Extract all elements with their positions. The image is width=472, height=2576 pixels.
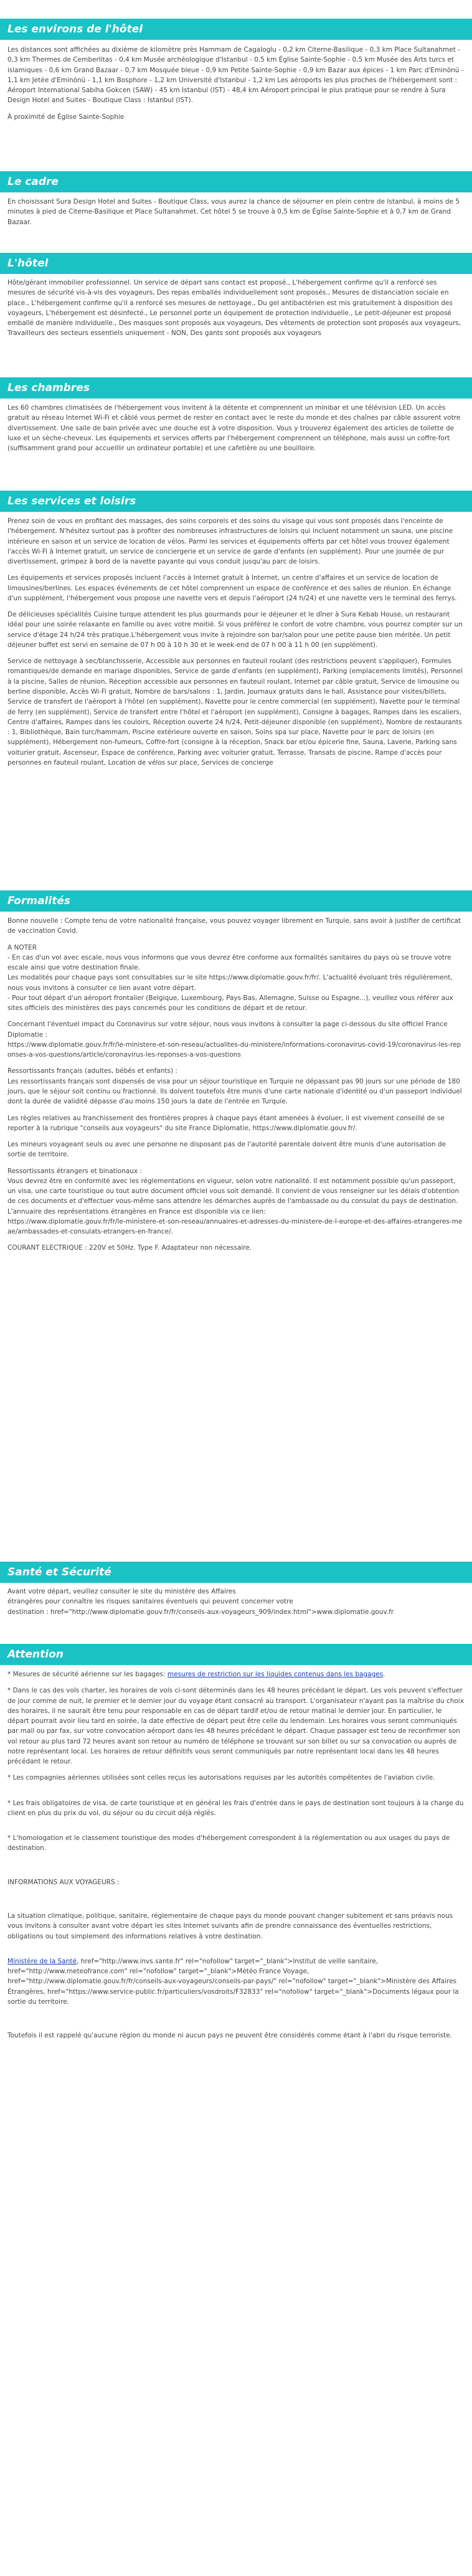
paragraph-group [7,943,465,1014]
paragraph: Prenez soin de vous en profitant des massages, des soins corporels et des soins du visage qui vous sont proposés dans l'enceinte de l'hébergement. N'hésitez surtout pas à profiter des nombreuses infrastructures de loisirs qui incluent notamment un sauna, une piscine intérieure en saison et un service de location de vélos. Parmi les services et équipements offerts par cet hôtel vous trouvez également l'accès Wi-Fi à Internet gratuit, un service de conciergerie et un service de garde d'enfants (en supplément). Pour une journée de pur divertissement, grimpez à bord de la navette payante qui vous conduit jusqu'au parc de loisirs. [7,517,453,566]
paragraph [7,1669,465,1679]
paragraph: En choisissant Sura Design Hotel and Suites - Boutique Class, vous aurez la chance de séjourner en plein centre de Istanbul, à moins de 5 minutes à pied de Citerne-Basilique et Place Sultanahmet. Cet hôtel 5 se trouve à 0,5 km de Église Sainte-Sophie et à 0,7 km de Grand Bazaar. [7,198,460,226]
paragraph: - En cas d'un vol avec escale, nous vous informons que vous devrez être conforme aux formalités sanitaires du pays où se trouve votre escale ainsi que votre destination finale. [7,953,451,972]
liquids-restriction-link[interactable]: mesures de restriction sur les liquides contenus dans les bagages [167,1671,384,1678]
paragraph: Avant votre départ, veuillez consulter le site du ministère des Affaires [7,1588,236,1595]
section-title-attention: Attention [0,1644,472,1665]
paragraph: Les ressortissants français sont dispensés de visa pour un séjour touristique en Turquie ne dépassant pas 90 jours sur une période de 180 jours, que le séjour soit continu ou fractionné. Ils doivent toutefois être munis d'une carte nationale d'identité ou d'un passeport individuel dont la durée de validité dépasse d'au moins 150 jours la date de l'entrée en Turquie. [7,1077,462,1106]
paragraph: INFORMATIONS AUX VOYAGEURS : [7,1878,120,1886]
section-title-chambres: Les chambres [0,377,472,399]
paragraph: Hôte/gérant immobilier professionnel. Un service de départ sans contact est proposé., L'hébergement confirme qu'il a renforcé ses mesures de sécurité vis-à-vis des voyageurs, Des repas emballés individuellement sont proposés., Mesures de distanciation sociale en place., L'hébergement confirme qu'il a renforcé ses mesures de nettoyage., Du gel antibactérien est mis gratuitement à disposition des voyageurs, L'hébergement est désinfecté., Le personnel porte un équipement de protection individuelle., Le petit-déjeuner est proposé emballé de manière individuelle., Des masques sont proposés aux voyageurs, Des vêtements de protection sont proposés aux voyageurs, Travailleurs des secteurs essentiels uniquement - NON, Des gants sont proposés aux voyageurs [7,279,461,337]
section-title-formalites: Formalités [0,890,472,912]
section-body-cadre [7,197,465,234]
paragraph: Les 60 chambres climatisées de l'hébergement vous invitent à la détente et comprennent un minibar et une télévision LED. Un accès gratuit au réseau Internet Wi-Fi et câblé vous permet de rester en contact avec le reste du monde et des chaînes par câble assurent votre divertissement. Une salle de bain privée avec une douche est à votre disposition. Vous y trouverez également des articles de toilette de luxe et un sèche-cheveux. Les équipements et services offerts par l'hébergement comprennent un téléphone, mais aussi un coffre-fort (suffisamment grand pour accueillir un ordinateur portable) et une cafetière ou une bouilloire. [7,404,461,453]
paragraph: * Les frais obligatoires de visa, de carte touristique et en général les frais d'entrée dans le pays de destination sont toujours à la charge du client en plus du prix du vol, du séjour ou du circuit déjà réglés. [7,1799,464,1817]
paragraph: étrangères pour connaître les risques sanitaires éventuels qui peuvent concerner votre [7,1598,293,1606]
paragraph: Toutefois il est rappelé qu'aucune région du monde ni aucun pays ne peuvent être considérés comme étant à l'abri du risque terroriste. [7,2032,452,2040]
text: * Mesures de sécurité aérienne sur les bagages: [7,1671,168,1678]
section-body-formalites [7,916,465,1260]
section-body-hotel [7,278,465,345]
paragraph: De délicieuses spécialités Cuisine turque attendent les plus gourmands pour le déjeuner et le dîner à Sura Kebab House, un restaurant idéal pour une soirée relaxante en famille ou avec votre moitié. Si vous préférez le confort de votre chambre, vous pourrez compter sur un service d'étage 24 h/24 très pratique.L'hébergement vous invite à rejoindre son bar/salon pour une petite pause bien méritée. Un petit déjeuner buffet est servi en semaine de 07 h 00 à 10 h 30 et le week-end de 07 h 00 à 11 h 00 (en supplément). [7,611,463,649]
section-body-services [7,516,465,774]
paragraph: Les distances sont affichées au dixième de kilomètre près Hammam de Cagaloglu - 0,2 km Citerne-Basilique - 0,3 km Place Sultanahmet - 0,3 km Thermes de Cemberlitas - 0,4 km Musée archéologique d'Istanbul - 0,5 km Église Sainte-Sophie - 0,5 km Musée des Arts turcs et islamiques - 0,6 km Grand Bazaar - 0,7 km Mosquée bleue - 0,9 km Petite Sainte-Sophie - 0,9 km Bazar aux épices - 1 km Parc d'Eminönü - 1,1 km Jetée d'Eminönü - 1,1 km Bosphore - 1,2 km Université d'Istanbul - 1,2 km Les aéroports les plus proches de l'hébergement sont : Aéroport International Sabiha Gokcen (SAW) - 45 km Istanbul (IST) - 48,4 km Aéroport principal le plus pratique pour se rendre à Sura Design Hotel and Suites - Boutique Class : Istanbul (IST). [7,46,464,105]
paragraph: Les équipements et services proposés incluent l'accès à Internet gratuit à Internet, un centre d'affaires et un service de location de limousines/berlines. Les espaces événements de cet hôtel comprennent un espace de conférence et des salles de réunion. En échange d'un supplément, l'hébergement vous propose une navette vers et depuis l'aéroport (24 h/24) et une navette vers le terminal des ferrys. [7,574,457,602]
paragraph: Bonne nouvelle : Compte tenu de votre nationalité française, vous pouvez voyager librement en Turquie, sans avoir à justifier de certificat de vaccination Covid. [7,917,461,935]
section-body-sante [7,1587,465,1617]
paragraph: Les mineurs voyageant seuls ou avec une personne ne disposant pas de l'autorité parentale doivent être munis d'une autorisation de sortie de territoire. [7,1141,446,1159]
paragraph: Les règles relatives au franchissement des frontières propres à chaque pays étant amenées à évoluer, il est vivement conseillé de se reporter à la rubrique "conseils aux voyageurs" du site France Diplomatie, https://www.diplomatie.gouv.fr/. [7,1114,445,1132]
section-title-cadre: Le cadre [0,171,472,192]
subheading: Ressortissants français (adultes, bébés et enfants) : [7,1067,177,1075]
url-text: https://www.diplomatie.gouv.fr/fr/le-ministere-et-son-reseau/annuaires-et-adresses-du-ministere-de-l-europe-et-des-affaires-etrangeres-meae/ambassades-et-consulats-etrangers-en-france/. [7,1217,463,1236]
paragraph: Les modalités pour chaque pays sont consultables sur le site https://www.diplomatie.gouv.fr/fr/. L'actualité évoluant très régulièrement, nous vous invitons à consulter ce lien avant votre départ. [7,974,453,992]
paragraph: * Dans le cas des vols charter, les horaires de vols ci-sont déterminés dans les 48 heures précédant le départ. Les vols peuvent s'effectuer de jour comme de nuit, le premier et le dernier jour du voyage étant consacré au transport. L'organisateur n'ayant pas la maîtrise du choix des horaires, il ne saurait être tenu pour responsable en cas de départ tardif et/ou de retour matinal le dernier jour. En particulier, le départ pourrait avoir lieu tard en soirée, la date effective de départ peut être celle du lendemain. Les horaires vous seront communiqués par mail ou par fax, sur votre convocation aéroport dans les 48 heures précédant le départ. Chaque passager est tenu de reconfirmer son vol retour au plus tard 72 heures avant son retour au numéro de téléphone se trouvant sur son billet ou sur sa convocation ou auprès de notre représentant local. Les horaires de retour définitifs vous seront communiqués par notre représentant local dans les 48 heures précédant le retour. [7,1687,464,1766]
paragraph: * L'homologation et le classement touristique des modes d'hébergement correspondent à la réglementation ou aux usages du pays de destination. [7,1834,450,1852]
paragraph: La situation climatique, politique, sanitaire, réglementaire de chaque pays du monde pouvant changer subitement et sans préavis nous vous invitons à consulter avant votre départ les sites Internet suivants afin de prendre connaissance des éventuelles restrictions, obligations ou tout simplement des informations relatives à votre destination. [7,1912,453,1940]
paragraph: À proximité de Église Sainte-Sophie [7,113,125,121]
paragraph: Vous devrez être en conformité avec les réglementations en vigueur, selon votre nationalité. Il est notamment possible qu'un passeport, un visa, une carte touristique ou tout autre document officiel vous soit demandé. Il convient de vous renseigner sur les délais d'obtention de ces documents et d'effectuer vous-même sans attendre les démarches auprès de l'ambassade ou du consulat du pays de destination. [7,1177,460,1205]
section-body-environs [7,45,465,128]
text: , href="http://www.invs.sante.fr" rel="nofollow" target="_blank">Institut de veille sanitaire, href="http://www.meteofrance.com" rel="nofollow" target="_blank">Météo France Voyage, href="http://www.diplomatie.gouv.fr/fr/conseils-aux-voyageurs/conseils-par-pays/" rel="nofollow" target="_blank">Ministère des Affaires Étrangères, href="https://www.service-public.fr/particuliers/vosdroits/F32833" rel="nofollow" target="_blank">Documents légaux pour la sortie du territoire. [7,1957,459,2006]
paragraph-group [7,1166,465,1237]
url-text: https://www.diplomatie.gouv.fr/fr/le-ministere-et-son-reseau/actualites-du-ministere/informations-coronavirus-covid-19/coronavirus-les-reponses-a-vos-questions/article/coronavirus-les-reponses-a-vos-questions [7,1040,461,1059]
text: . [383,1671,385,1678]
paragraph: L'annuaire des représentations étrangères en France est disponible via ce lien: [7,1207,266,1215]
subheading: Ressortissants étrangers et binationaux : [7,1167,143,1175]
paragraph: destination : href="http://www.diplomatie.gouv.fr/fr/conseils-aux-voyageurs_909/index.html">www.diplomatie.gouv.fr [7,1608,394,1616]
paragraph: Service de nettoyage à sec/blanchisserie, Accessible aux personnes en fauteuil roulant (des restrictions peuvent s'appliquer), Formules romantiques/de demande en mariage disponibles, Service de garde d'enfants (en supplément), Parking (emplacements limités), Personnel à la piscine, Salles de réunion, Réception accessible aux personnes en fauteuil roulant, Internet par câble gratuit, Service de limousine ou berline disponible, Accès Wi-Fi gratuit, Nombre de bars/salons : 1, Jardin, Journaux gratuits dans le hall, Assistance pour visites/billets, Service de transfert de l'aéroport à l'hôtel (en supplément), Navette pour le centre commercial (en supplément), Navette pour le terminal de ferry (en supplément), Service de transfert entre l'hôtel et l'aéroport (en supplément), Consigne à bagages, Rampes dans les escaliers, Centre d'affaires, Rampes dans les couloirs, Réception ouverte 24 h/24, Petit-déjeuner disponible (en supplément), Nombre de restaurants : 1, Bibliothèque, Bain turc/hammam, Piscine extérieure ouverte en saison, Soins spa sur place, Navette pour le parc de loisirs (en supplément), Hébergement non-fumeurs, Coffre-fort (consigne à la réception, Snack bar et/ou épicerie fine, Sauna, Laverie, Parking sans voiturier gratuit, Ascenseur, Espace de conférence, Parking avec voiturier gratuit, Terrasse, Transats de piscine, Rampe d'accès pour personnes en fauteuil roulant, Location de vélos sur place, Services de concierge [7,658,463,767]
paragraph-group [7,1066,465,1106]
section-body-chambres [7,403,465,460]
note-heading: A NOTER [7,943,37,951]
ministere-sante-link[interactable]: Ministère de la Santé [7,1957,77,1965]
paragraph [7,1956,465,2007]
paragraph: - Pour tout départ d'un aéroport frontalier (Belgique, Luxembourg, Pays-Bas, Allemagne, Suisse ou Espagne...), veuillez vous référer aux sites officiels des ministères des pays concernés pour les conditions de départ et de retour. [7,994,453,1012]
paragraph: COURANT ELECTRIQUE : 220V et 50Hz. Type F. Adaptateur non nécessaire. [7,1244,252,1252]
section-title-services: Les services et loisirs [0,491,472,512]
section-title-sante: Santé et Sécurité [0,1562,472,1583]
section-title-environs: Les environs de l'hôtel [0,19,472,40]
section-body-attention [7,1669,465,2047]
paragraph: * Les compagnies aériennes utilisées sont celles reçus les autorisations requises par les autorités compétentes de l'aviation civile. [7,1774,435,1782]
paragraph: Concernant l'éventuel impact du Coronavirus sur votre séjour, nous vous invitons à consulter la page ci-dessous du site officiel France Diplomatie : [7,1021,448,1039]
section-title-hotel: L'hôtel [0,253,472,274]
paragraph-group [7,1019,465,1060]
